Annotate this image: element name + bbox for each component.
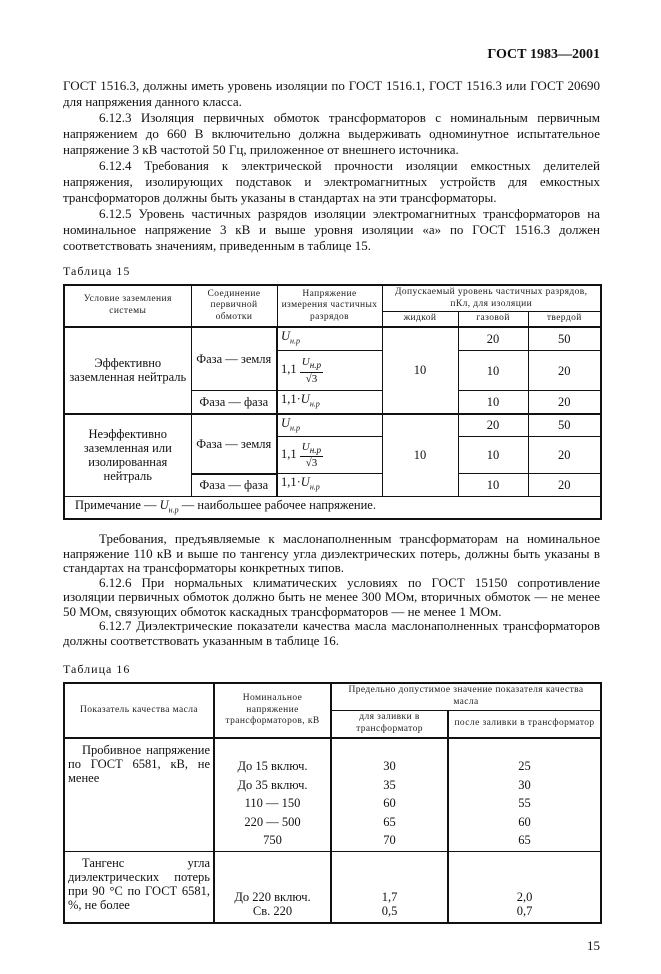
page-number: 15 (587, 938, 600, 953)
paragraph-6-12-3: 6.12.3 Изоляция первичных обмоток трансформаторов с номинальным первичным напряжением до 660 В включительно должна выдерживать одноминутное испытательное напряжение 3 кВ частотой 50 Гц, приложенное от внешнего источника. (63, 110, 600, 157)
table-16 (63, 682, 602, 924)
gas-cell: 10 (458, 391, 528, 414)
header-voltage: Напряжение измерения частичных разрядов (277, 285, 382, 327)
table16-caption: Таблица 16 (63, 662, 131, 676)
gas-cell: 10 (458, 474, 528, 497)
paragraph: Требования, предъявляемые к маслонаполненным трансформаторам на номинальное напряжение 110 кВ и выше по тангенсу угла диэлектрических потерь, должны быть указаны в стандартах на трансформаторы конкретных типов. (63, 531, 600, 575)
header-level-group: Допускаемый уровень частичных разрядов, пКл, для изоляции (382, 285, 601, 312)
header-before-filling: для заливки в трансформатор (331, 710, 448, 738)
header-limit-group: Предельно допустимое значение показателя качества масла (331, 683, 601, 710)
header-indicator: Показатель качества масла (64, 683, 214, 738)
voltage-formula: 1,1 $\frac{U_{н.р}}{√3}$ (277, 437, 382, 474)
voltage-formula: $1,1\cdot U_{н.р}$ (277, 391, 382, 414)
table-15 (63, 284, 602, 520)
header-gas: газовой (458, 312, 528, 327)
connection-cell: Фаза — фаза (191, 391, 277, 414)
text-block-top (63, 78, 600, 254)
liquid-cell: 10 (382, 327, 458, 414)
paragraph: ГОСТ 1516.3, должны иметь уровень изоляции по ГОСТ 1516.1, ГОСТ 1516.3 или ГОСТ 20690 для напряжения данного класса. (63, 78, 600, 109)
table15-note: Примечание — $U_{н.р}$ — наибольшее рабочее напряжение. (64, 496, 601, 519)
paragraph-6-12-4: 6.12.4 Требования к электрической прочности изоляции емкостных делителей напряжения, изолирующих подставок и электромагнитных устройств для емкостных трансформаторов должны быть указаны в стандартах на эти трансформаторы. (63, 158, 600, 205)
gas-cell: 20 (458, 327, 528, 351)
connection-cell: Фаза — фаза (191, 474, 277, 497)
gas-cell: 10 (458, 351, 528, 391)
after-values: 2,0 0,7 (448, 851, 601, 923)
paragraph-6-12-7: 6.12.7 Диэлектрические показатели качества масла маслонаполненных трансформаторов должны соответствовать указанным в таблице 16. (63, 618, 600, 648)
header-connection: Соединение первичной обмотки (191, 285, 277, 327)
before-values: 1,7 0,5 (331, 851, 448, 923)
table15-caption: Таблица 15 (63, 264, 131, 278)
voltage-formula: 1,1 $\frac{U_{н.р}}{√3}$ (277, 351, 382, 391)
voltage-formula: $U_{н.р}$ (277, 327, 382, 351)
document-header: ГОСТ 1983—2001 (487, 47, 600, 62)
indicator-cell: Пробивное напряжение по ГОСТ 6581, кВ, не менее (64, 738, 214, 851)
solid-cell: 20 (528, 437, 601, 474)
liquid-cell: 10 (382, 414, 458, 497)
after-values: 25 30 55 60 65 (448, 738, 601, 851)
solid-cell: 50 (528, 414, 601, 437)
solid-cell: 20 (528, 351, 601, 391)
voltage-list: До 220 включ. Св. 220 (214, 851, 331, 923)
voltage-formula: $U_{н.р}$ (277, 414, 382, 437)
solid-cell: 20 (528, 474, 601, 497)
voltage-list: До 15 включ. До 35 включ. 110 — 150 220 — 500 750 (214, 738, 331, 851)
header-after-filling: после заливки в трансформатор (448, 710, 601, 738)
voltage-formula: $1,1\cdot U_{н.р}$ (277, 474, 382, 497)
header-nominal-voltage: Номинальное напряжение трансформаторов, кВ (214, 683, 331, 738)
text-block-mid (63, 532, 600, 648)
paragraph-6-12-5: 6.12.5 Уровень частичных разрядов изоляции электромагнитных трансформаторов на номинальное напряжение 3 кВ и выше уровня изоляции «а» по ГОСТ 1516.3 должен соответствовать значениям, приведенным в таблице 15. (63, 206, 600, 253)
before-values: 30 35 60 65 70 (331, 738, 448, 851)
solid-cell: 50 (528, 327, 601, 351)
connection-cell: Фаза — земля (191, 414, 277, 474)
connection-cell: Фаза — земля (191, 327, 277, 391)
header-solid: твердой (528, 312, 601, 327)
gas-cell: 20 (458, 414, 528, 437)
header-liquid: жидкой (382, 312, 458, 327)
header-condition: Условие заземления системы (64, 285, 191, 327)
gas-cell: 10 (458, 437, 528, 474)
condition-cell: Неэффективно заземленная или изолированная нейтраль (64, 414, 191, 497)
condition-cell: Эффективно заземленная нейтраль (64, 327, 191, 414)
paragraph-6-12-6: 6.12.6 При нормальных климатических условиях по ГОСТ 15150 сопротивление изоляции первичных обмоток должно быть не менее 300 МОм, вторичных обмоток — не менее 50 МОм, связующих обмоток каскадных трансформаторов — не менее 1 МОм. (63, 574, 600, 619)
indicator-cell: Тангенс угла диэлектрических потерь при 90 °С по ГОСТ 6581, %, не более (64, 851, 214, 923)
solid-cell: 20 (528, 391, 601, 414)
